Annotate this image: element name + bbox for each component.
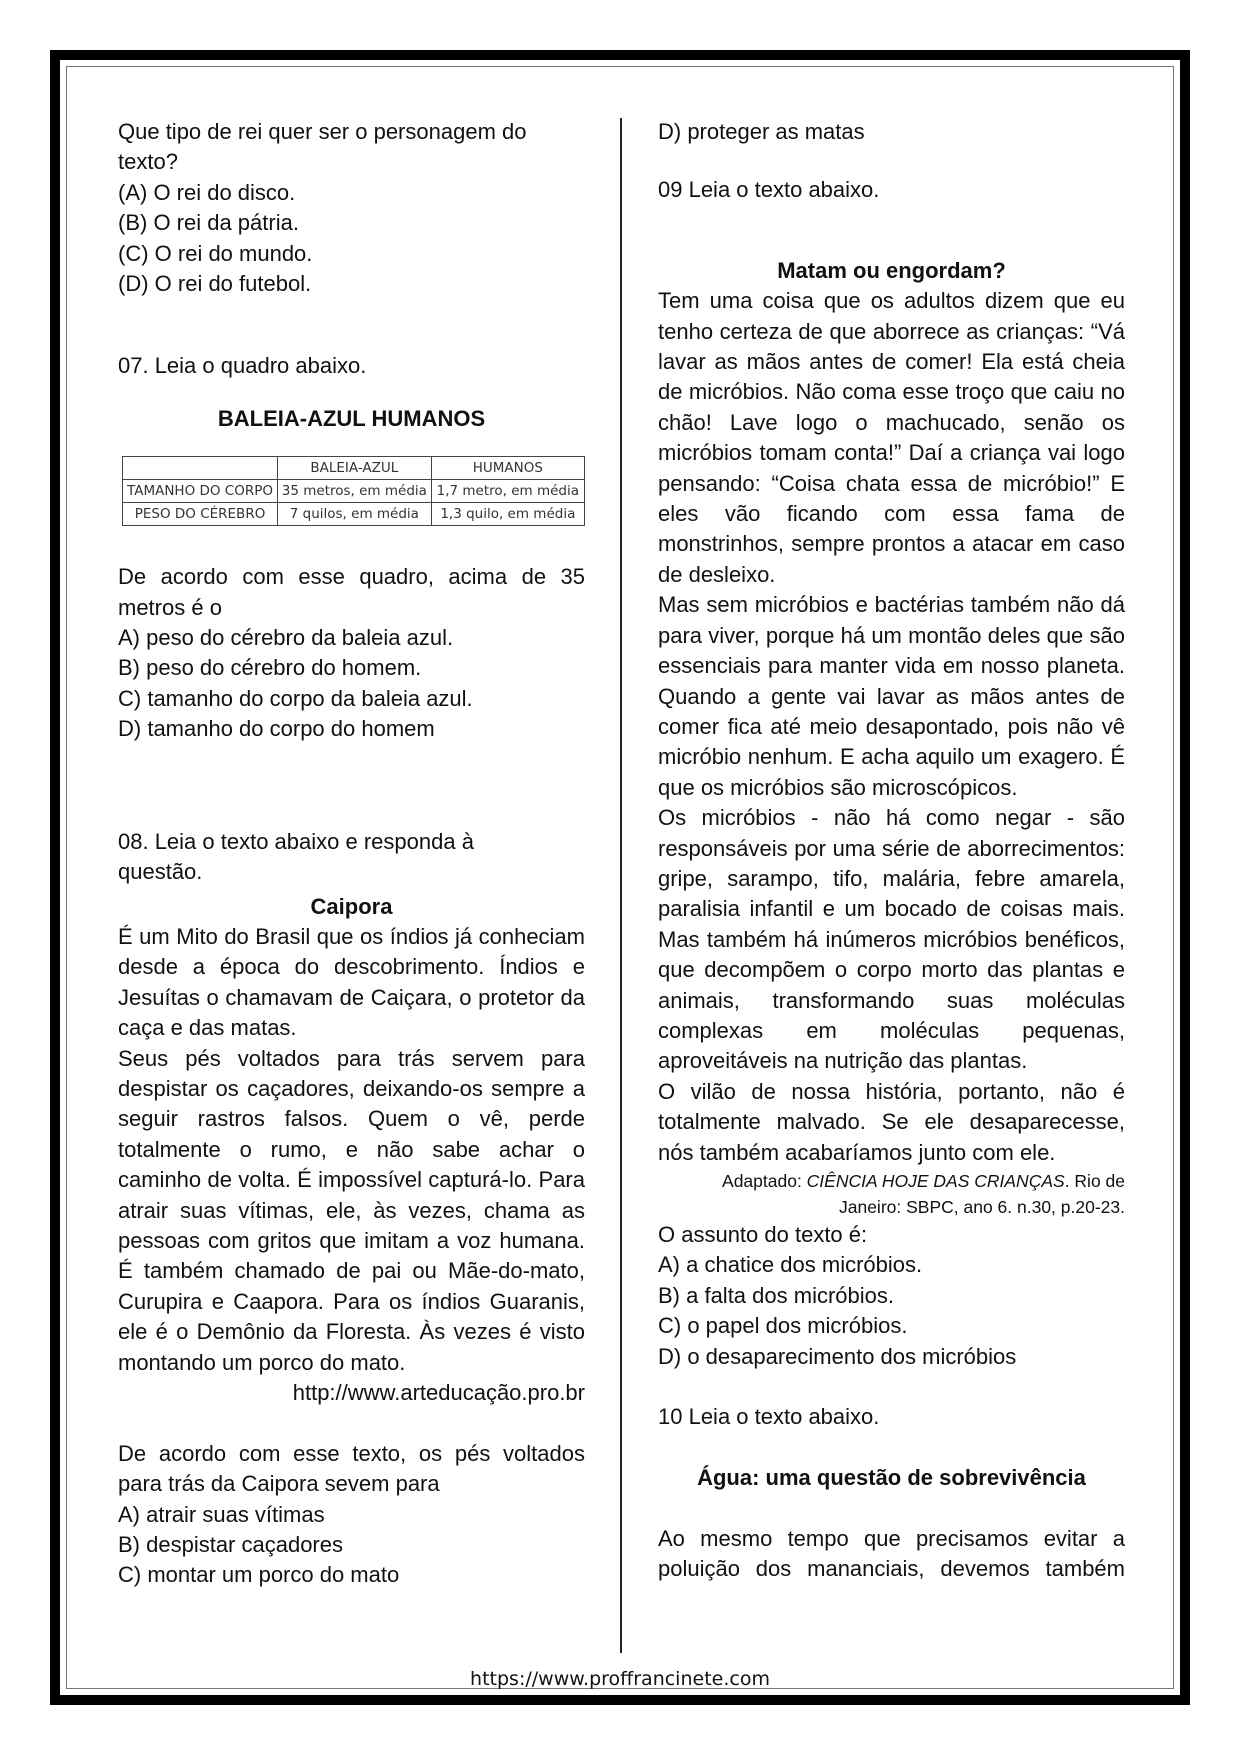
text-source: http://www.arteducação.pro.br	[292, 1380, 585, 1405]
table-cell: PESO DO CÉREBRO	[123, 503, 278, 526]
question-text: Que tipo de rei quer ser o personagem do	[118, 119, 527, 144]
option-c: (C) O rei do mundo.	[118, 240, 313, 266]
left-column	[118, 117, 585, 1591]
text-paragraph: Ao mesmo tempo que precisamos evitar a poluição dos mananciais, devemos também	[658, 1526, 1125, 1582]
text-title: Matam ou engordam?	[777, 257, 1006, 283]
question-08	[118, 827, 585, 1591]
text-paragraph: Mas sem micróbios e bactérias também não dá para viver, porque há um montão deles que são essenciais para manter vida em nosso planeta. Quando a gente vai lavar as mãos antes de comer fica até meio desapontado, pois não vê micróbio nenhum. E acha aquilo um exagero. É que os micróbios são microscópicos.	[658, 592, 1125, 800]
option-c: C) o papel dos micróbios.	[658, 1313, 908, 1339]
question-instruction: 08. Leia o texto abaixo e responda à	[118, 828, 474, 854]
text-title: Caipora	[310, 893, 393, 919]
table-header-row	[123, 457, 585, 480]
option-a: A) atrair suas vítimas	[118, 1501, 325, 1527]
text-title: Água: uma questão de sobrevivência	[697, 1465, 1086, 1491]
right-column	[658, 117, 1125, 1585]
table-row	[123, 480, 585, 503]
text-paragraph: É um Mito do Brasil que os índios já conheciam desde a época do descobrimento. Índios e Jesuítas o chamavam de Caiçara, o protetor da caça e das matas.	[118, 923, 585, 1041]
question-text: texto?	[118, 149, 178, 175]
table-header: BALEIA-AZUL	[278, 457, 432, 480]
text-source	[658, 1168, 1125, 1220]
question-10	[658, 1402, 1125, 1584]
comparison-table	[122, 456, 585, 526]
question-instruction: 10 Leia o texto abaixo.	[658, 1404, 880, 1430]
question-06	[118, 117, 585, 299]
table-title: BALEIA-AZUL HUMANOS	[217, 405, 486, 431]
option-c: C) montar um porco do mato	[118, 1562, 400, 1588]
option-c: C) tamanho do corpo da baleia azul.	[118, 685, 473, 711]
option-b: (B) O rei da pátria.	[118, 210, 299, 236]
question-text: De acordo com esse quadro, acima de 35 metros é o	[118, 564, 585, 620]
question-07	[118, 351, 585, 744]
question-instruction: questão.	[118, 859, 203, 885]
table-header: HUMANOS	[431, 457, 584, 480]
table-cell: 7 quilos, em média	[278, 503, 432, 526]
question-text: De acordo com esse texto, os pés voltados para trás da Caipora sevem para	[118, 1440, 585, 1497]
option-b: B) peso do cérebro do homem.	[118, 655, 422, 681]
option-a: A) peso do cérebro da baleia azul.	[118, 625, 454, 651]
option-d: (D) O rei do futebol.	[118, 271, 312, 297]
table-cell: 1,7 metro, em média	[431, 480, 584, 503]
text-paragraph: Os micróbios - não há como negar - são responsáveis por uma série de aborrecimentos: gripe, sarampo, tifo, malária, febre amarela, paralisia infantil e um bocado de coisas mais. Mas também há inúmeros micróbios benéficos, que decompõem o corpo morto das plantas e animais, transformando suas moléculas complexas em moléculas pequenas, aproveitáveis na nutrição das plantas.	[658, 805, 1125, 1074]
table-cell: TAMANHO DO CORPO	[123, 480, 278, 503]
option-a: A) a chatice dos micróbios.	[658, 1252, 923, 1278]
source-prefix: Adaptado:	[722, 1171, 807, 1191]
question-instruction: 09 Leia o texto abaixo.	[658, 177, 880, 203]
option-d: D) o desaparecimento dos micróbios	[658, 1343, 1017, 1369]
table-cell: 1,3 quilo, em média	[431, 503, 584, 526]
question-text: O assunto do texto é:	[658, 1222, 868, 1247]
option-d: D) tamanho do corpo do homem	[118, 716, 435, 742]
source-title: CIÊNCIA HOJE DAS CRIANÇAS	[806, 1171, 1065, 1191]
option-b: B) despistar caçadores	[118, 1532, 343, 1558]
text-paragraph: O vilão de nossa história, portanto, não é totalmente malvado. Se ele desaparecesse, nós também acabaríamos junto com ele.	[658, 1078, 1125, 1165]
footer-url: https://www.proffrancinete.com	[470, 1668, 770, 1690]
table-cell: 35 metros, em média	[278, 480, 432, 503]
text-paragraph: Tem uma coisa que os adultos dizem que eu tenho certeza de que aborrece as crianças: “Vá lavar as mãos antes de comer! Ela está cheia de micróbios. Não coma esse troço que caiu no chão! Lave logo o machucado, senão os micróbios tomam conta!” Daí a criança vai logo pensando: “Coisa chata essa de micróbio!” E eles vão ficando com essa fama de monstrinhos, sempre prontos a atacar em caso de desleixo.	[658, 288, 1125, 587]
source-line-2: Janeiro: SBPC, ano 6. n.30, p.20-23.	[838, 1197, 1125, 1217]
option-a: (A) O rei do disco.	[118, 179, 296, 205]
option-d: D) proteger as matas	[658, 119, 865, 144]
text-paragraph: Seus pés voltados para trás servem para despistar os caçadores, deixando-os sempre a seguir rastros falsos. Quem o vê, perde totalmente o rumo, e não sabe achar o caminho de volta. É impossível capturá-lo. Para atrair suas vítimas, ele, às vezes, chama as pessoas com gritos que imitam a voz humana. É também chamado de pai ou Mãe-do-mato, Curupira e Caapora. Para os índios Guaranis, ele é o Demônio da Floresta. Às vezes é visto montando um porco do mato.	[118, 1045, 585, 1375]
table-header	[123, 457, 278, 480]
table-row	[123, 503, 585, 526]
source-suffix: . Rio de	[1064, 1171, 1125, 1191]
column-divider	[620, 118, 622, 1653]
question-09	[658, 175, 1125, 1372]
option-b: B) a falta dos micróbios.	[658, 1282, 894, 1308]
question-instruction: 07. Leia o quadro abaixo.	[118, 353, 367, 379]
